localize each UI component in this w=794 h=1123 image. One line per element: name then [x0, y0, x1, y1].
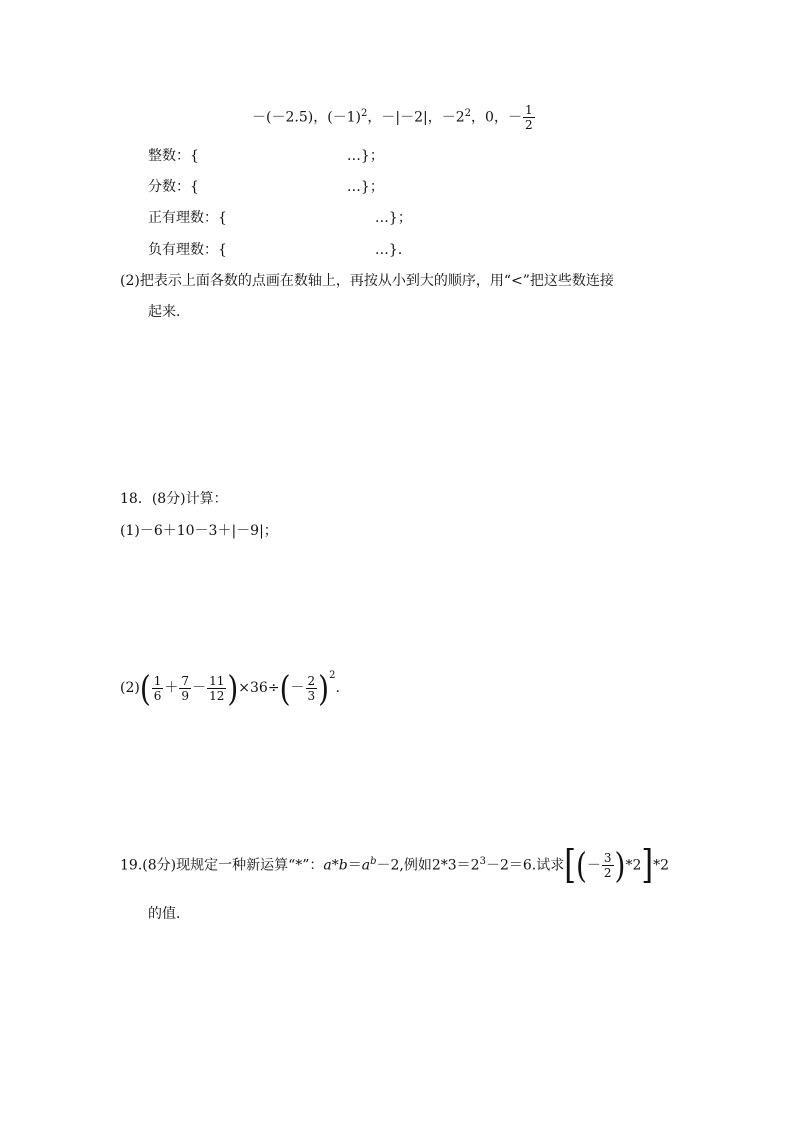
- set-end: …}；: [374, 210, 412, 226]
- numerator: 3: [603, 851, 612, 865]
- var-a: a: [323, 857, 332, 874]
- operator: ×36÷: [238, 680, 280, 696]
- right-paren: ): [318, 667, 330, 709]
- q19-line2: 的值．: [148, 906, 190, 922]
- q19-text: 19.(8分)现规定一种新运算“*”：: [120, 857, 324, 874]
- var-a: a: [361, 857, 371, 874]
- operator: ＝: [347, 857, 362, 874]
- number-list-part: ，0，－: [471, 109, 522, 126]
- denominator: 6: [153, 688, 162, 703]
- fraction-11-12: [207, 675, 226, 702]
- fraction-3-2: [602, 852, 614, 879]
- numerator: 11: [209, 673, 225, 688]
- q19-text: －2＝6.试求: [485, 857, 565, 874]
- q17-number-list: [252, 104, 536, 131]
- part-label: (2): [120, 680, 140, 696]
- exponent: 2: [329, 670, 336, 681]
- denominator: 3: [307, 688, 316, 703]
- left-bracket: [: [564, 842, 576, 889]
- left-paren: (: [139, 667, 151, 709]
- negative-rational-label: 负有理数：{: [148, 242, 227, 258]
- exponent: 2: [361, 107, 368, 119]
- integers-label: 整数：{: [148, 148, 199, 164]
- numerator: 2: [307, 673, 316, 688]
- period: .: [335, 680, 340, 696]
- numerator: 1: [153, 673, 162, 688]
- fractions-set-line: [148, 176, 384, 196]
- set-end: …}．: [374, 242, 412, 258]
- positive-rational-set-line: [148, 207, 412, 227]
- fraction-1-6: [152, 675, 164, 702]
- operator: －: [586, 857, 601, 874]
- operator: －: [192, 680, 207, 696]
- q18-part1: (1)－6＋10－3＋|－9|；: [120, 523, 278, 539]
- right-paren: ): [227, 667, 239, 709]
- numerator: 7: [181, 673, 190, 688]
- set-end: …}；: [346, 148, 384, 164]
- left-paren: (: [575, 844, 587, 887]
- fraction-7-9: [179, 675, 191, 702]
- right-paren: ): [614, 844, 626, 887]
- fraction-half: [523, 104, 535, 131]
- numerator: 1: [524, 103, 533, 117]
- star-op: *2: [625, 857, 642, 874]
- exponent: 2: [464, 107, 472, 119]
- negative-rational-set-line: [148, 239, 412, 259]
- left-paren: (: [279, 667, 291, 709]
- operator: ＋: [164, 680, 179, 696]
- exponent: 3: [479, 855, 486, 867]
- q19-line1: [120, 842, 670, 889]
- q18-part2: [120, 667, 340, 709]
- q17-part2-line1: (2)把表示上面各数的点画在数轴上，再按从小到大的顺序，用“<”把这些数连接: [120, 273, 614, 289]
- exponent: b: [370, 855, 377, 867]
- q18-heading: 18．(8分)计算：: [120, 491, 228, 507]
- denominator: 2: [603, 866, 612, 880]
- number-list-part: ，－|－2|，－2: [367, 109, 465, 126]
- operator: －: [290, 680, 305, 696]
- denominator: 9: [181, 688, 190, 703]
- var-b: b: [338, 857, 348, 874]
- q19-text: －2,例如2*3＝2: [376, 857, 480, 874]
- star-op: *2: [653, 857, 670, 874]
- denominator: 2: [524, 118, 533, 132]
- right-bracket: ]: [641, 842, 654, 889]
- fraction-2-3: [306, 675, 318, 702]
- number-list-part: －(－2.5)，(－1): [252, 109, 362, 126]
- denominator: 12: [209, 688, 225, 703]
- integers-set-line: [148, 145, 384, 165]
- star-op: *: [331, 857, 339, 874]
- set-end: …}；: [346, 179, 384, 195]
- fractions-label: 分数：{: [148, 179, 199, 195]
- q17-part2-line2: 起来．: [148, 304, 190, 320]
- positive-rational-label: 正有理数：{: [148, 210, 227, 226]
